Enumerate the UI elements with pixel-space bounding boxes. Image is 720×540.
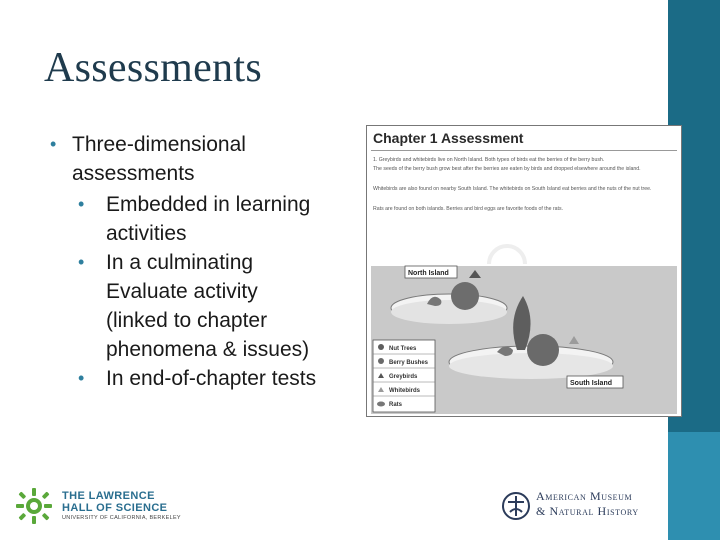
- rat-legend-icon: [377, 402, 385, 407]
- sun-icon: [489, 246, 525, 264]
- bullet-list: [50, 130, 360, 393]
- bullet-line: (linked to chapter: [106, 309, 268, 332]
- berry-bush-legend-icon: [378, 358, 384, 364]
- bullet-marker: •: [78, 194, 85, 214]
- nut-tree-legend-icon: [378, 344, 384, 350]
- document-rule: [371, 150, 677, 151]
- document-title: Chapter 1 Assessment: [373, 130, 524, 146]
- north-island-underside: [391, 300, 507, 324]
- legend-label: Rats: [389, 402, 403, 408]
- lawrence-line-1: THE LAWRENCE: [62, 490, 155, 502]
- legend-label: Greybirds: [389, 374, 418, 380]
- bullet-marker: •: [78, 368, 85, 388]
- document-paragraph: Whitebirds are also found on nearby South Island. The whitebirds on South Island eat berries and the nuts of the nut tree.: [373, 186, 652, 192]
- legend-label: Whitebirds: [389, 388, 420, 394]
- bullet-marker: •: [50, 134, 57, 154]
- assessment-document-image: [366, 125, 682, 417]
- bullet-marker: •: [78, 252, 85, 272]
- lawrence-hall-wordmark: [62, 490, 181, 522]
- island-illustration: [371, 244, 677, 414]
- north-island-label: North Island: [408, 270, 449, 277]
- document-paragraph: Rats are found on both islands. Berries and bird eggs are favorite foods of the rats.: [373, 206, 564, 212]
- berry-bush-icon: [527, 334, 559, 366]
- sub-bullet-item: [50, 364, 360, 393]
- accent-bar-bottom: [668, 432, 720, 540]
- lawrence-line-2: HALL OF SCIENCE: [62, 502, 168, 514]
- sub-bullet-item: [50, 190, 360, 248]
- lawrence-line-3: UNIVERSITY OF CALIFORNIA, BERKELEY: [62, 515, 181, 521]
- berry-bush-icon: [451, 282, 479, 310]
- legend-label: Berry Bushes: [389, 360, 429, 366]
- amnh-line-2: & Natural History: [536, 504, 639, 518]
- bullet-line: In end-of-chapter tests: [106, 367, 317, 390]
- bullet-item: [50, 130, 360, 188]
- bullet-line: activities: [106, 222, 187, 245]
- slide-title: Assessments: [44, 45, 262, 91]
- sub-bullet-item: [50, 248, 360, 364]
- bullet-line: assessments: [72, 162, 195, 185]
- bullet-line: In a culminating: [106, 251, 254, 274]
- amnh-wordmark: [536, 489, 639, 519]
- amnh-line-1: American Museum: [536, 489, 633, 503]
- south-island-label: South Island: [570, 380, 612, 387]
- bullet-line: Evaluate activity: [106, 280, 258, 303]
- bullet-line: Embedded in learning: [106, 193, 311, 216]
- document-paragraph: The seeds of the berry bush grow best after the berries are eaten by birds and dropped elsewhere around the island.: [373, 166, 641, 172]
- bullet-line: Three-dimensional: [72, 133, 246, 156]
- bullet-line: phenomena & issues): [106, 338, 310, 361]
- document-paragraph: 1. Greybirds and whitebirds live on North Island. Both types of birds eat the berries of the berry bush.: [373, 157, 605, 163]
- legend-label: Nut Trees: [389, 346, 417, 352]
